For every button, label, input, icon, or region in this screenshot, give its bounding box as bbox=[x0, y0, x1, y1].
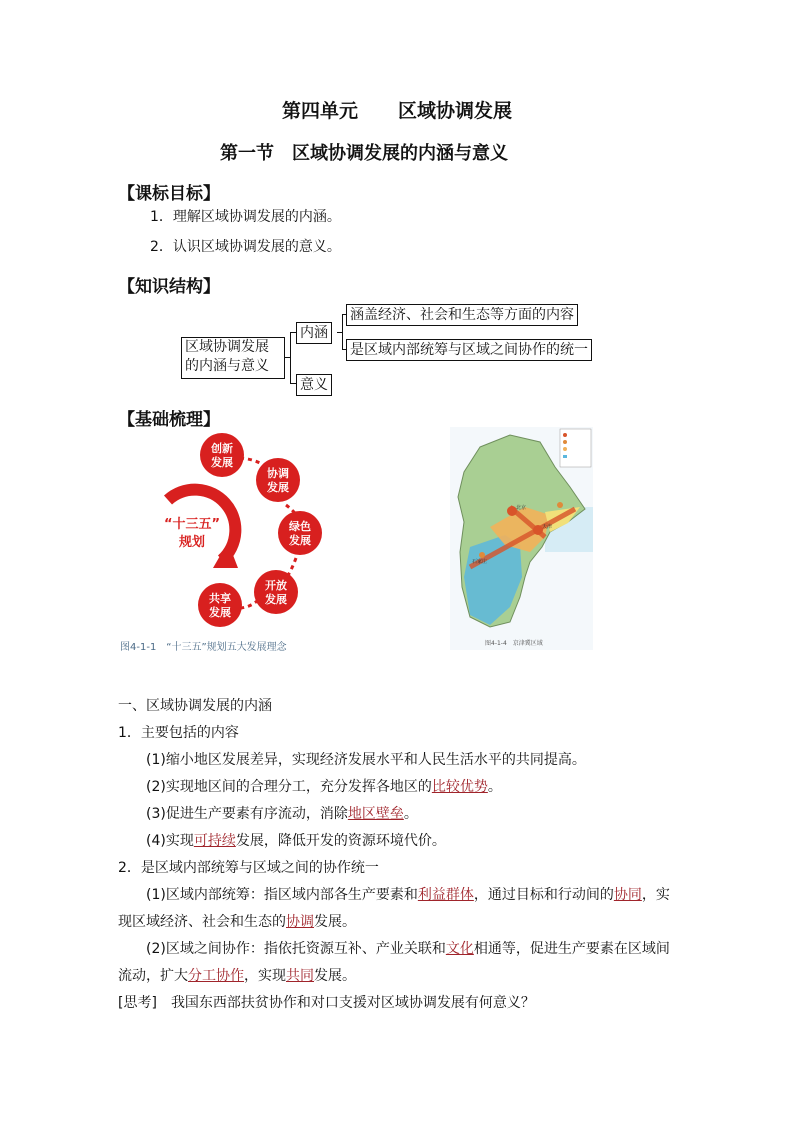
text: (1)区域内部统筹：指区域内部各生产要素和 bbox=[146, 887, 418, 903]
keyword: 共同 bbox=[286, 968, 314, 984]
root-line: 区域协调发展 bbox=[185, 339, 269, 355]
structure-heading: 【知识结构】 bbox=[118, 277, 220, 297]
think-tag: [思考] bbox=[118, 995, 157, 1011]
concept-text: 发展 bbox=[289, 534, 311, 547]
city-label: 石家庄 bbox=[472, 559, 488, 565]
legend-icon bbox=[563, 455, 567, 458]
content-item bbox=[146, 830, 446, 850]
city-tangshan bbox=[557, 502, 563, 508]
node-yiyi: 意义 bbox=[296, 374, 332, 396]
text: 流动，扩大 bbox=[118, 968, 188, 984]
text: 发展，降低开发的资源环境代价。 bbox=[235, 833, 446, 849]
city-label: 天津 bbox=[542, 524, 553, 530]
text: 现区域经济、社会和生态的 bbox=[118, 914, 286, 930]
center-label: 规划 bbox=[178, 535, 206, 550]
text: 。 bbox=[403, 806, 418, 822]
structure-root bbox=[181, 337, 285, 379]
goals-heading: 【课标目标】 bbox=[118, 184, 220, 204]
think-question bbox=[118, 992, 535, 1012]
concept-circle bbox=[198, 583, 242, 627]
concept-text: 共享 bbox=[209, 592, 231, 605]
basics-heading: 【基础梳理】 bbox=[118, 410, 220, 430]
legend-icon bbox=[563, 440, 567, 444]
text: 。 bbox=[487, 779, 502, 795]
city-label: 北京 bbox=[516, 505, 527, 511]
unit-name: 区域协调发展 bbox=[398, 100, 513, 122]
concept-text: 绿色 bbox=[289, 520, 311, 533]
content-item bbox=[146, 776, 502, 796]
section-title: 第一节 区域协调发展的内涵与意义 bbox=[220, 143, 508, 164]
text: (2)区域之间协作：指依托资源互补、产业关联和 bbox=[146, 941, 446, 957]
five-concepts-figure bbox=[118, 430, 358, 655]
figure-caption: 图4-1-4 京津冀区域 bbox=[485, 640, 543, 647]
jingjinji-map bbox=[450, 427, 593, 650]
content-item bbox=[146, 749, 586, 769]
keyword: 分工协作 bbox=[188, 968, 244, 984]
figure-caption: 图4-1-1 “十三五”规划五大发展理念 bbox=[120, 642, 287, 653]
connector bbox=[290, 332, 291, 384]
concept-text: 发展 bbox=[211, 456, 233, 469]
concept-text: 发展 bbox=[265, 593, 287, 606]
connector bbox=[342, 314, 343, 350]
unit-title bbox=[0, 96, 794, 123]
subsection-title: 2．是区域内部统筹与区域之间的协作统一 bbox=[118, 860, 379, 876]
legend-icon bbox=[563, 447, 567, 451]
keyword: 协调 bbox=[286, 914, 314, 930]
part1-heading: 一、区域协调发展的内涵 bbox=[118, 698, 272, 714]
root-line: 的内涵与意义 bbox=[185, 358, 269, 374]
concept-circle bbox=[254, 570, 298, 614]
text: ，实现 bbox=[244, 968, 286, 984]
text: ，通过目标和行动间的 bbox=[473, 887, 614, 903]
center-label: “十三五” bbox=[163, 517, 221, 532]
text: (1)缩小地区发展差异，实现经济发展水平和人民生活水平的共同提高。 bbox=[146, 752, 586, 768]
keyword: 利益群体 bbox=[417, 887, 474, 903]
paragraph-line bbox=[146, 884, 670, 904]
keyword: 地区壁垒 bbox=[347, 806, 404, 822]
concept-text: 发展 bbox=[209, 606, 231, 619]
goal-item: 1．理解区域协调发展的内涵。 bbox=[150, 209, 341, 225]
think-text: 我国东西部扶贫协作和对口支援对区域协调发展有何意义？ bbox=[170, 995, 535, 1011]
concept-circle bbox=[278, 511, 322, 555]
keyword: 比较优势 bbox=[431, 779, 488, 795]
paragraph-line bbox=[146, 938, 670, 958]
paragraph-line bbox=[118, 911, 356, 931]
text: (3)促进生产要素有序流动，消除 bbox=[146, 806, 348, 822]
goal-item: 2．认识区域协调发展的意义。 bbox=[150, 239, 341, 255]
leaf-content: 涵盖经济、社会和生态等方面的内容 bbox=[346, 304, 578, 326]
concept-text: 协调 bbox=[267, 467, 289, 480]
content-item bbox=[146, 803, 418, 823]
legend-icon bbox=[563, 433, 567, 437]
unit-number: 第四单元 bbox=[281, 100, 358, 122]
keyword: 文化 bbox=[445, 941, 474, 957]
concept-circle bbox=[256, 458, 300, 502]
concept-text: 发展 bbox=[267, 481, 289, 494]
keyword: 可持续 bbox=[193, 833, 236, 849]
node-neihan: 内涵 bbox=[296, 322, 332, 344]
text: 发展。 bbox=[314, 968, 356, 984]
subsection-title: 1．主要包括的内容 bbox=[118, 725, 239, 741]
text: 相通等，促进生产要素在区域间 bbox=[473, 941, 670, 957]
concept-text: 创新 bbox=[211, 442, 233, 455]
text: (2)实现地区间的合理分工，充分发挥各地区的 bbox=[146, 779, 432, 795]
text: ，实 bbox=[641, 887, 670, 903]
leaf-unity: 是区域内部统筹与区域之间协作的统一 bbox=[346, 339, 592, 361]
keyword: 协同 bbox=[613, 887, 642, 903]
city-shijiazhuang bbox=[479, 552, 485, 558]
text: (4)实现 bbox=[146, 833, 194, 849]
text: 发展。 bbox=[314, 914, 356, 930]
paragraph-line bbox=[118, 965, 356, 985]
concept-text: 开放 bbox=[265, 579, 287, 592]
concept-circle bbox=[200, 433, 244, 477]
